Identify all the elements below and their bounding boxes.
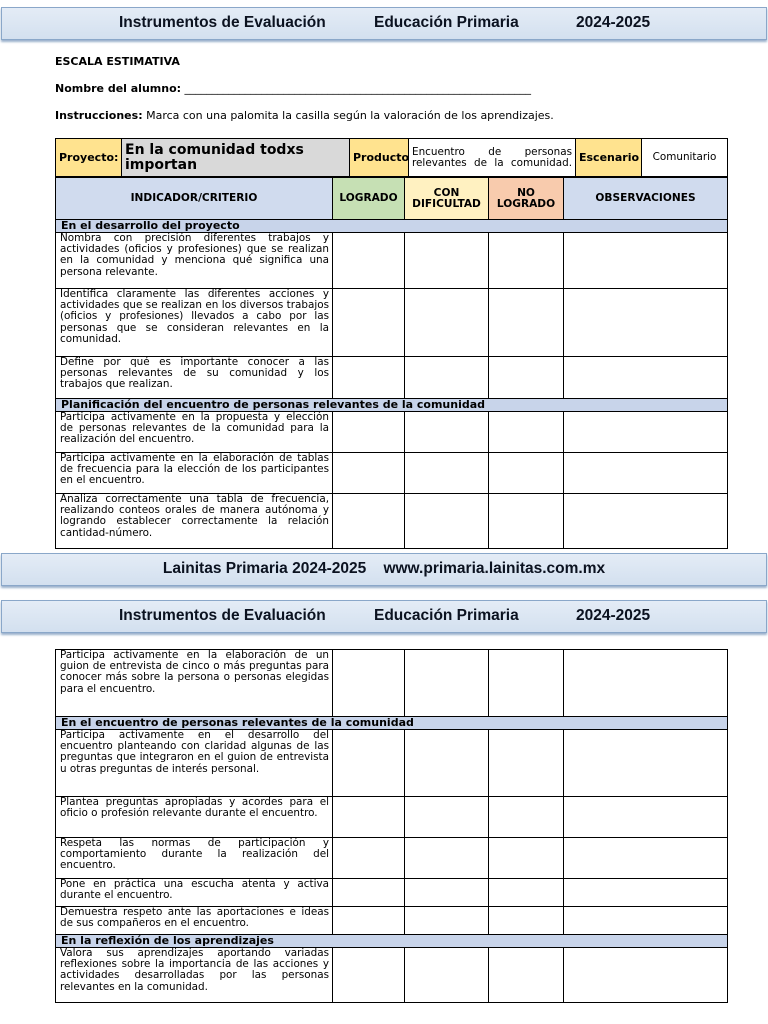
cell-observations[interactable] [564, 797, 728, 838]
col-achieved: LOGRADO [333, 178, 405, 220]
producto-value: Encuentro de personas relevantes de la comunidad. [409, 139, 576, 177]
cell-not-achieved[interactable] [489, 412, 564, 453]
cell-observations[interactable] [564, 357, 728, 399]
cell-not-achieved[interactable] [489, 453, 564, 494]
section-row: Planificación del encuentro de personas relevantes de la comunidad [56, 399, 728, 412]
cell-difficulty[interactable] [405, 907, 489, 935]
header-title: Instrumentos de Evaluación [119, 14, 326, 31]
cell-not-achieved[interactable] [489, 494, 564, 549]
indicator-text: Define por qué es importante conocer a las personas relevantes de su comunidad y los trabajos que realizan. [56, 357, 333, 399]
table-row [56, 879, 728, 907]
cell-difficulty[interactable] [405, 730, 489, 797]
table-row [56, 838, 728, 879]
cell-difficulty[interactable] [405, 494, 489, 549]
cell-achieved[interactable] [333, 730, 405, 797]
proyecto-value: En la comunidad todxs importan [122, 139, 350, 177]
instructions-label: Instrucciones: [55, 109, 143, 122]
table-row [56, 907, 728, 935]
section-row: En el encuentro de personas relevantes de la comunidad [56, 717, 728, 730]
proyecto-label: Proyecto: [56, 139, 122, 177]
cell-observations[interactable] [564, 907, 728, 935]
cell-observations[interactable] [564, 730, 728, 797]
cell-achieved[interactable] [333, 412, 405, 453]
student-name-label: Nombre del alumno: [55, 82, 182, 95]
table-row [56, 948, 728, 1003]
cell-not-achieved[interactable] [489, 838, 564, 879]
col-difficulty: CON DIFICULTAD [405, 178, 489, 220]
cell-not-achieved[interactable] [489, 797, 564, 838]
cell-not-achieved[interactable] [489, 948, 564, 1003]
indicator-text: Analiza correctamente una tabla de frecuencia, realizando conteos orales de manera autónoma y logrando establecer correctamente la relación cantidad-número. [56, 494, 333, 549]
indicator-text: Nombra con precisión diferentes trabajos y actividades (oficios y profesiones) que se realizan en la comunidad y menciona qué significa una persona relevante. [56, 233, 333, 289]
cell-observations[interactable] [564, 494, 728, 549]
escenario-label: Escenario [576, 139, 642, 177]
instructions-text: Marca con una palomita la casilla según la valoración de los aprendizajes. [142, 109, 554, 122]
col-not-achieved: NO LOGRADO [489, 178, 564, 220]
indicator-text: Respeta las normas de participación y comportamiento durante la realización del encuentro. [56, 838, 333, 879]
header-year: 2024-2025 [576, 607, 651, 624]
cell-achieved[interactable] [333, 879, 405, 907]
cell-observations[interactable] [564, 838, 728, 879]
page1-header-banner [1, 7, 767, 40]
footer-banner [1, 553, 767, 586]
table-row [56, 453, 728, 494]
producto-label: Producto [350, 139, 409, 177]
cell-difficulty[interactable] [405, 453, 489, 494]
indicator-text: Valora sus aprendizajes aportando variadas reflexiones sobre la importancia de las acciones y actividades desarrolladas por las personas relevantes en la comunidad. [56, 948, 333, 1003]
header-title: Instrumentos de Evaluación [119, 607, 326, 624]
cell-achieved[interactable] [333, 650, 405, 717]
table-row [56, 289, 728, 357]
cell-difficulty[interactable] [405, 650, 489, 717]
table-row [56, 494, 728, 549]
student-name-line [55, 82, 531, 95]
footer-text: Lainitas Primaria 2024-2025 www.primaria.lainitas.com.mx [162, 560, 606, 577]
cell-observations[interactable] [564, 233, 728, 289]
cell-not-achieved[interactable] [489, 650, 564, 717]
cell-observations[interactable] [564, 453, 728, 494]
section-row: En la reflexión de los aprendizajes [56, 935, 728, 948]
table-row [56, 357, 728, 399]
cell-difficulty[interactable] [405, 838, 489, 879]
cell-not-achieved[interactable] [489, 289, 564, 357]
indicator-text: Pone en práctica una escucha atenta y activa durante el encuentro. [56, 879, 333, 907]
cell-observations[interactable] [564, 289, 728, 357]
table-row [56, 412, 728, 453]
doc-heading: ESCALA ESTIMATIVA [55, 55, 180, 68]
cell-achieved[interactable] [333, 494, 405, 549]
cell-not-achieved[interactable] [489, 233, 564, 289]
cell-achieved[interactable] [333, 233, 405, 289]
cell-difficulty[interactable] [405, 357, 489, 399]
cell-not-achieved[interactable] [489, 357, 564, 399]
cell-not-achieved[interactable] [489, 730, 564, 797]
table-row [56, 650, 728, 717]
header-year: 2024-2025 [576, 14, 651, 31]
indicator-text: Demuestra respeto ante las aportaciones e ideas de sus compañeros en el encuentro. [56, 907, 333, 935]
indicator-text: Participa activamente en la elaboración de un guion de entrevista de cinco o más preguntas para conocer más sobre la persona o personas elegidas para el encuentro. [56, 650, 333, 717]
table-row [56, 797, 728, 838]
cell-observations[interactable] [564, 412, 728, 453]
cell-achieved[interactable] [333, 797, 405, 838]
cell-achieved[interactable] [333, 948, 405, 1003]
escenario-value: Comunitario [642, 139, 728, 177]
evaluation-table-page1 [55, 177, 728, 549]
indicator-text: Participa activamente en la propuesta y elección de personas relevantes de la comunidad para la realización del encuentro. [56, 412, 333, 453]
student-name-field[interactable]: _______________________________________________________________ [184, 82, 532, 95]
indicator-text: Identifica claramente las diferentes acciones y actividades que se realizan en los diversos trabajos (oficios y profesiones) llevados a cabo por las personas que se consideran relevantes en la comunidad. [56, 289, 333, 357]
indicator-text: Plantea preguntas apropiadas y acordes para el oficio o profesión relevante durante el encuentro. [56, 797, 333, 838]
header-level: Educación Primaria [374, 607, 519, 624]
cell-difficulty[interactable] [405, 233, 489, 289]
cell-not-achieved[interactable] [489, 879, 564, 907]
page2-header-banner [1, 600, 767, 633]
cell-observations[interactable] [564, 650, 728, 717]
cell-difficulty[interactable] [405, 797, 489, 838]
cell-achieved[interactable] [333, 289, 405, 357]
col-indicator: INDICADOR/CRITERIO [56, 178, 333, 220]
table-row [56, 233, 728, 289]
instructions-line [55, 109, 554, 122]
cell-difficulty[interactable] [405, 948, 489, 1003]
cell-difficulty[interactable] [405, 879, 489, 907]
evaluation-table-page2 [55, 649, 728, 1003]
cell-achieved[interactable] [333, 838, 405, 879]
cell-difficulty[interactable] [405, 412, 489, 453]
col-observations: OBSERVACIONES [564, 178, 728, 220]
cell-achieved[interactable] [333, 453, 405, 494]
header-level: Educación Primaria [374, 14, 519, 31]
cell-achieved[interactable] [333, 907, 405, 935]
indicator-text: Participa activamente en el desarrollo del encuentro planteando con claridad algunas de las preguntas que integraron en el guion de entrevista u otras preguntas de interés personal. [56, 730, 333, 797]
cell-observations[interactable] [564, 948, 728, 1003]
cell-achieved[interactable] [333, 357, 405, 399]
section-row: En el desarrollo del proyecto [56, 220, 728, 233]
cell-observations[interactable] [564, 879, 728, 907]
cell-not-achieved[interactable] [489, 907, 564, 935]
table-row [56, 730, 728, 797]
project-info-table [55, 138, 728, 177]
cell-difficulty[interactable] [405, 289, 489, 357]
indicator-text: Participa activamente en la elaboración de tablas de frecuencia para la elección de los participantes en el encuentro. [56, 453, 333, 494]
